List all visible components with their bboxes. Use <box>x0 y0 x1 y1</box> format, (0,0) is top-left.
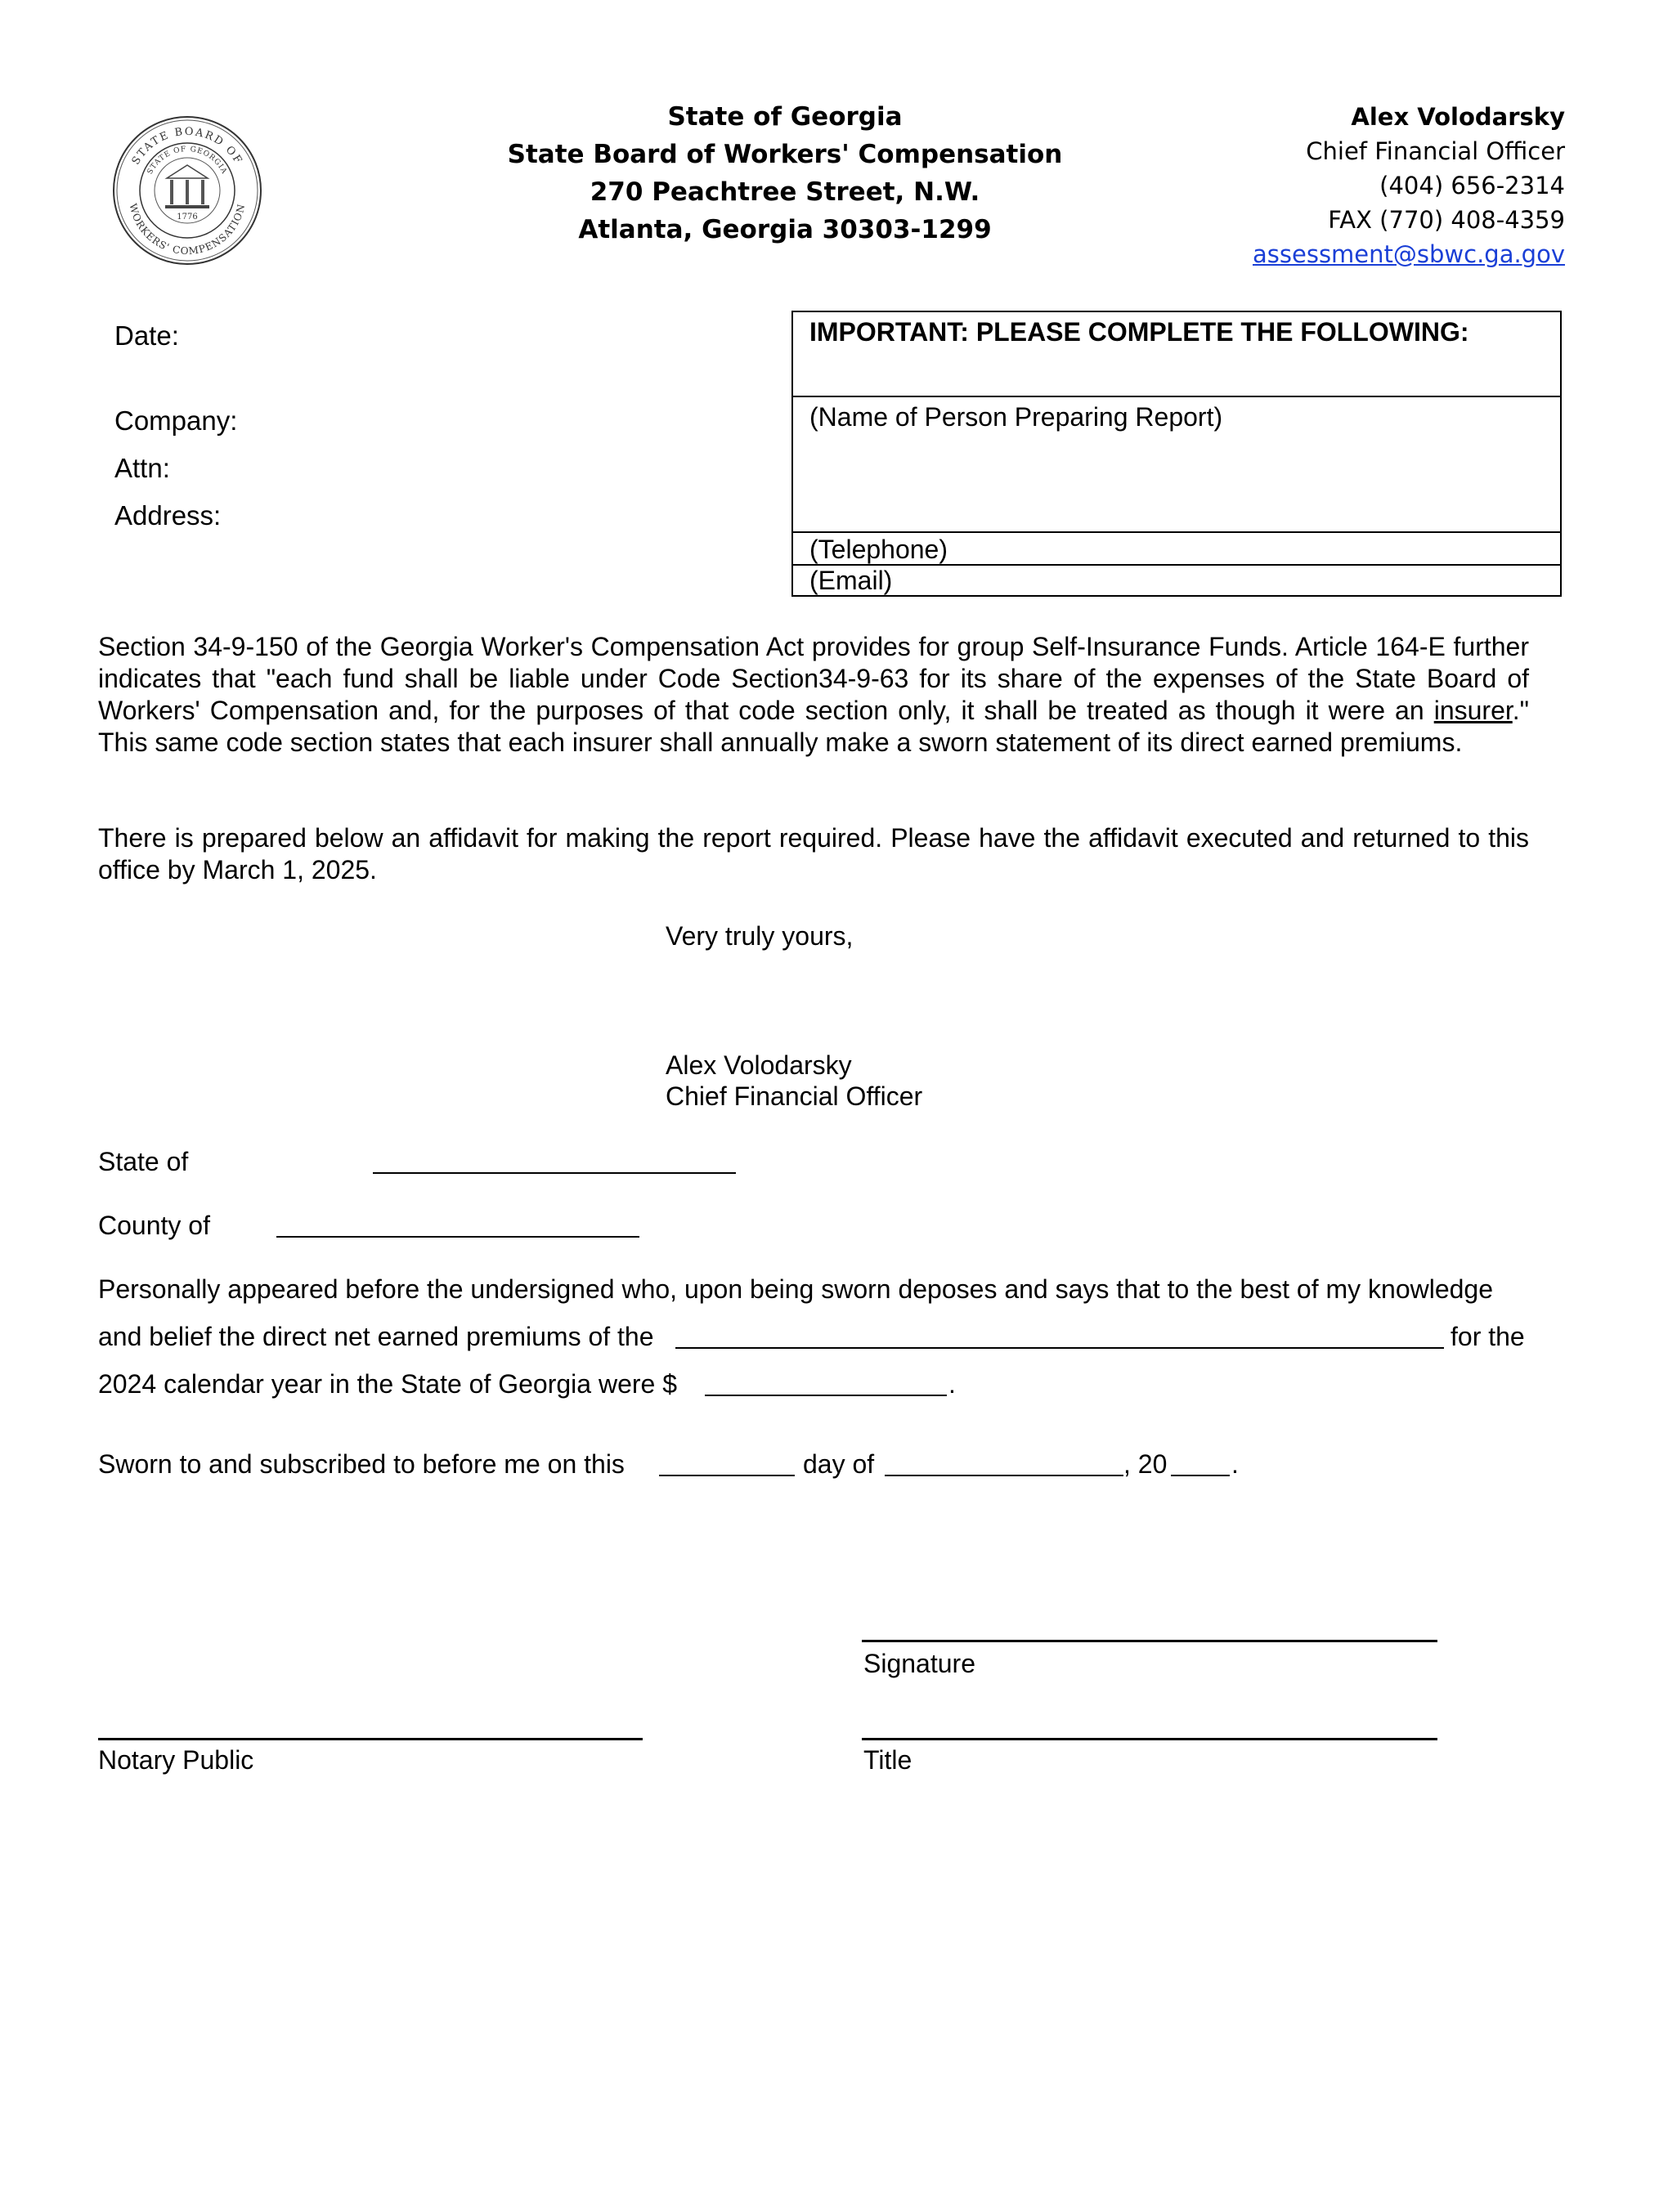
signer-title: Chief Financial Officer <box>666 1081 923 1111</box>
signature-label: Signature <box>863 1649 975 1678</box>
telephone-field[interactable]: (Telephone) <box>793 533 1560 566</box>
sworn-year-prefix: , 20 <box>1123 1449 1168 1479</box>
insurer-term: insurer <box>1433 696 1513 725</box>
svg-text:STATE BOARD OF: STATE BOARD OF <box>129 125 245 168</box>
contact-email-link[interactable]: assessment@sbwc.ga.gov <box>1253 240 1565 268</box>
signature-line[interactable] <box>862 1640 1437 1642</box>
notary-line[interactable] <box>98 1738 643 1740</box>
svg-text:WORKERS' COMPENSATION: WORKERS' COMPENSATION <box>127 202 248 257</box>
affidavit-line-2b: for the <box>1451 1322 1525 1351</box>
org-street: 270 Peachtree Street, N.W. <box>590 177 980 207</box>
closing: Very truly yours, <box>666 921 854 951</box>
letterhead <box>458 98 1112 249</box>
affidavit-line-1: Personally appeared before the undersigned who, upon being sworn deposes and says that to the best of my knowledge <box>98 1274 1494 1304</box>
sworn-day-of: day of <box>803 1449 875 1479</box>
svg-text:1776: 1776 <box>177 213 198 222</box>
org-city: Atlanta, Georgia 30303-1299 <box>578 215 992 244</box>
state-board-seal <box>111 114 263 266</box>
affidavit-line-2a: and belief the direct net earned premiums of the <box>98 1322 654 1351</box>
county-of-blank[interactable] <box>276 1236 639 1238</box>
statute-paragraph: Section 34-9-150 of the Georgia Worker's Compensation Act provides for group Self-Insurance Funds. Article 164-E further indicates that "each fund shall be liable under Code Section34-9-63 for its share of the expenses of the State Board of Workers' Compensation and, for the purposes of that code section only, it shall be treated as though it were an insurer." This same code section states that each insurer shall annually make a sworn statement of its direct earned premiums. <box>98 632 1529 757</box>
attn-label: Attn: <box>114 453 170 483</box>
affidavit-period: . <box>948 1369 956 1399</box>
premium-amount-blank[interactable] <box>705 1395 947 1396</box>
instructions-paragraph: There is prepared below an affidavit for making the report required. Please have the affidavit executed and returned to this office by March 1, 2025. <box>98 823 1529 884</box>
state-of-label: State of <box>98 1147 189 1176</box>
notary-label: Notary Public <box>98 1745 254 1775</box>
county-of-label: County of <box>98 1211 210 1240</box>
title-line[interactable] <box>862 1738 1437 1740</box>
address-label: Address: <box>114 500 222 531</box>
email-field[interactable]: (Email) <box>809 566 893 595</box>
svg-text:STATE OF GEORGIA: STATE OF GEORGIA <box>146 145 229 177</box>
preparer-info-box <box>791 311 1562 597</box>
contact-phone: (404) 656-2314 <box>1379 172 1565 199</box>
contact-fax: FAX (770) 408-4359 <box>1328 206 1565 234</box>
affidavit-line-3: 2024 calendar year in the State of Georgia were $ <box>98 1369 677 1399</box>
info-box-title: IMPORTANT: PLEASE COMPLETE THE FOLLOWING: <box>793 312 1560 397</box>
signer-name: Alex Volodarsky <box>666 1050 852 1080</box>
contact-block <box>1074 100 1565 271</box>
company-label: Company: <box>114 405 238 436</box>
state-of-blank[interactable] <box>373 1172 736 1174</box>
sworn-period: . <box>1231 1449 1239 1479</box>
title-label: Title <box>863 1745 912 1775</box>
sworn-day-blank[interactable] <box>659 1475 795 1476</box>
org-name: State of Georgia <box>667 102 903 132</box>
date-label: Date: <box>114 320 179 351</box>
sworn-year-blank[interactable] <box>1171 1475 1230 1476</box>
sworn-text: Sworn to and subscribed to before me on this <box>98 1449 625 1479</box>
sworn-month-blank[interactable] <box>885 1475 1123 1476</box>
org-board-name: State Board of Workers' Compensation <box>507 140 1063 169</box>
fund-name-blank[interactable] <box>675 1347 1444 1349</box>
contact-title: Chief Financial Officer <box>1306 137 1565 165</box>
contact-name: Alex Volodarsky <box>1351 103 1565 131</box>
preparer-name-field[interactable]: (Name of Person Preparing Report) <box>793 397 1560 533</box>
